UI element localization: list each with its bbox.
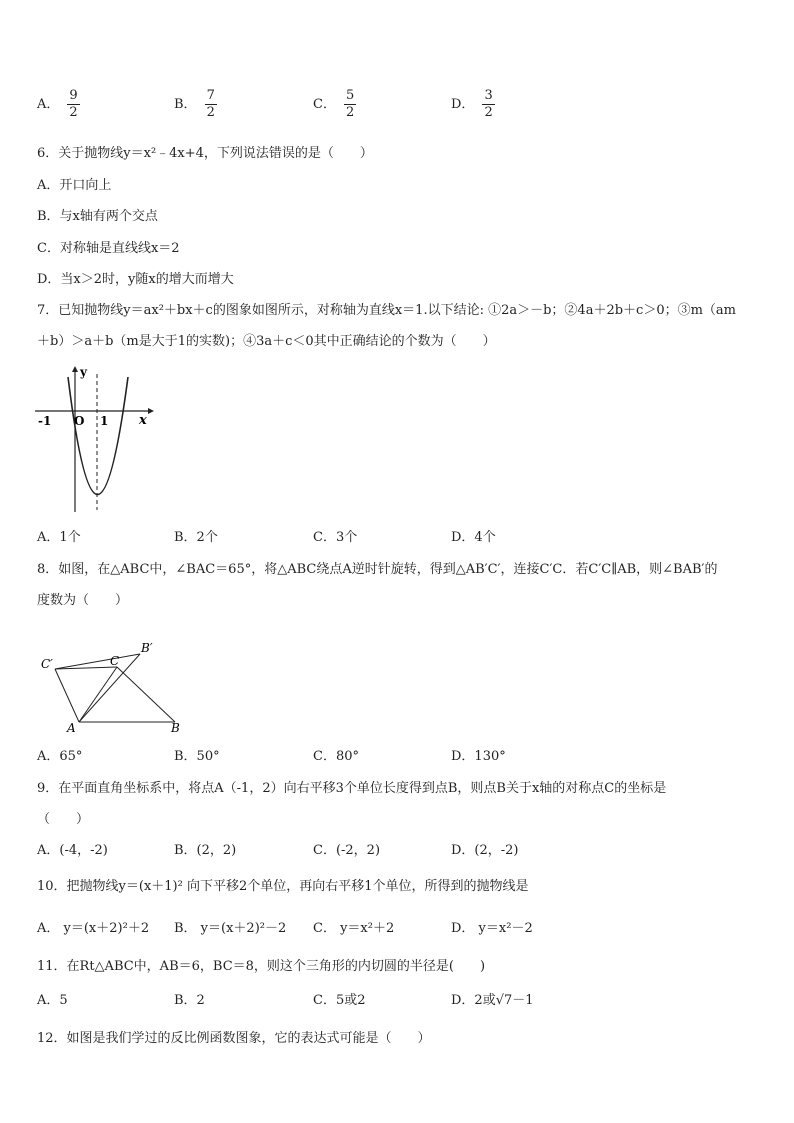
option-letter: C． [313,97,336,112]
q12-stem: 12．如图是我们学过的反比例函数图象，它的表达式可能是（ ） [37,1031,431,1046]
q7-option-c: C．3个 [313,530,358,545]
q5-option-c [313,88,356,121]
tick-label-1: 1 [100,414,109,428]
q7-option-a: A．1个 [37,530,81,545]
fraction [67,88,79,121]
numerator: 3 [484,88,493,103]
q10-option-c: C． y＝x²＋2 [313,921,395,936]
label-b-prime: B′ [141,641,153,655]
segment-b-prime-c-prime [55,654,140,669]
q7-stem-line2: ＋b）＞a＋b（m是大于1的实数)；④3a＋c＜0其中正确结论的个数为（ ） [37,334,496,349]
origin-label: O [74,414,85,428]
q8-stem-line1: 8．如图，在△ABC中，∠BAC＝65°，将△ABC绕点A逆时针旋转，得到△AB′C′，连接C′C．若C′C∥AB，则∠BAB′的 [37,562,718,577]
segment-ac [79,667,117,722]
q10-option-d: D． y＝x²－2 [451,921,533,936]
q8-option-b: B．50° [174,749,220,764]
q6-stem: 6．关于抛物线y＝x²﹣4x+4，下列说法错误的是（ ） [37,146,373,161]
segment-ac-prime [55,669,79,722]
q5-option-a [37,88,80,121]
denominator: 2 [484,105,493,120]
tick-label-neg1: -1 [38,414,52,428]
q5-option-b [174,88,217,121]
label-b: B [171,721,180,735]
q6-option-c: C．对称轴是直线线x＝2 [37,241,180,256]
q11-stem: 11．在Rt△ABC中，AB＝6，BC＝8，则这个三角形的内切圆的半径是( ) [37,959,486,974]
q6-option-a: A．开口向上 [37,178,112,193]
q6-option-b: B．与x轴有两个交点 [37,209,158,224]
q9-stem-line1: 9．在平面直角坐标系中，将点A（-1，2）向右平移3个单位长度得到点B，则点B关于x轴的对称点C的坐标是 [37,781,667,796]
option-letter: B． [174,97,197,112]
q11-option-b: B．2 [174,993,205,1008]
numerator: 7 [206,88,215,103]
y-axis-arrow [72,366,78,372]
q8-option-a: A．65° [37,749,83,764]
q8-option-c: C．80° [313,749,359,764]
q9-option-c: C．(-2，2) [313,843,381,858]
q11-option-d: D．2或√7－1 [451,993,534,1008]
q7-option-b: B．2个 [174,530,218,545]
parabola-curve [68,377,128,495]
q8-option-d: D．130° [451,749,506,764]
q9-option-b: B．(2，2) [174,843,237,858]
q10-option-b: B． y＝(x＋2)²－2 [174,921,287,936]
label-c: C [110,654,120,668]
denominator: 2 [345,105,355,120]
q8-stem-line2: 度数为（ ） [37,593,129,608]
segment-bc [117,667,175,722]
q10-stem: 10．把抛物线y＝(x＋1)² 向下平移2个单位，再向右平移1个单位，所得到的抛物线是 [37,879,529,894]
x-axis-label: x [139,413,147,428]
q7-stem-line1: 7．已知抛物线y＝ax²＋bx＋c的图象如图所示，对称轴为直线x＝1.以下结论: ①2a＞－b；②4a＋2b＋c＞0；③m（am [37,303,737,318]
q6-option-d: D．当x＞2时，y随x的增大而增大 [37,272,234,287]
x-axis-arrow [148,408,154,414]
fraction [344,88,356,121]
q9-option-a: A．(-4，-2) [37,843,108,858]
fraction [205,88,217,121]
q8-triangle-figure [35,636,195,736]
numerator: 9 [69,88,78,103]
denominator: 2 [69,105,78,120]
q7-parabola-figure [30,362,160,522]
numerator: 5 [345,88,355,103]
q9-stem-line2: （ ） [37,812,90,827]
q7-option-d: D．4个 [451,530,496,545]
label-c-prime: C′ [41,657,53,671]
q11-option-c: C．5或2 [313,993,366,1008]
q10-option-a: A． y＝(x＋2)²＋2 [37,921,150,936]
q9-option-d: D．(2，-2) [451,843,519,858]
fraction [482,88,494,121]
q11-option-a: A．5 [37,993,68,1008]
label-a: A [67,721,76,735]
y-axis-label: y [80,365,87,379]
denominator: 2 [206,105,215,120]
q5-option-d [451,88,495,121]
option-letter: D． [451,97,475,112]
option-letter: A． [37,97,60,112]
